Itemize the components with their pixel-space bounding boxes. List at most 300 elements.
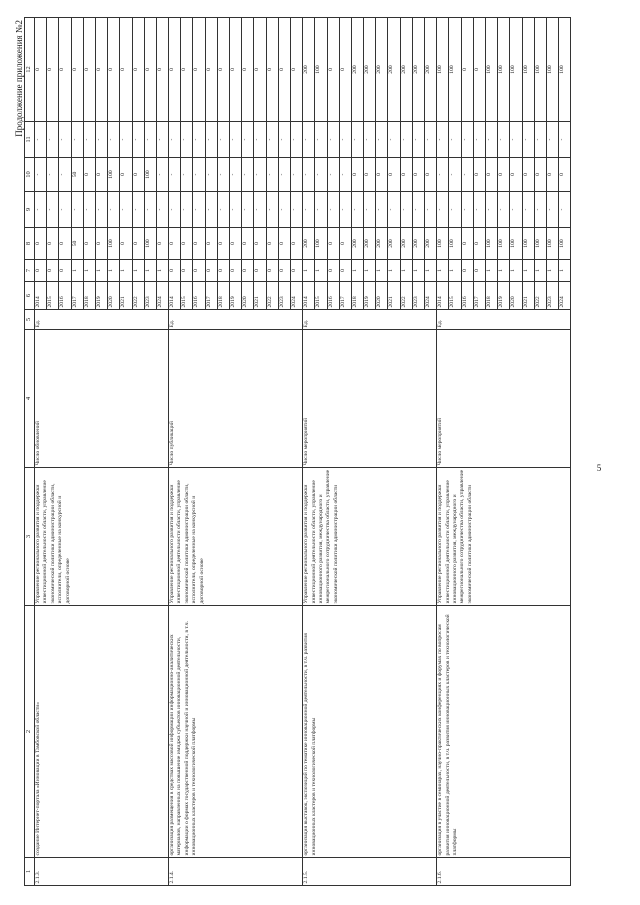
item-unit: Ед.: [35, 310, 169, 330]
col8-cell: 0: [120, 228, 132, 260]
col10-cell: 50: [71, 158, 83, 192]
year-cell: 2022: [266, 282, 278, 310]
col11-cell: -: [266, 122, 278, 158]
col8-cell: 200: [303, 228, 315, 260]
col7-cell: 1: [425, 260, 437, 282]
year-cell: 2017: [473, 282, 485, 310]
col9-cell: -: [205, 192, 217, 228]
year-cell: 2018: [351, 282, 363, 310]
year-cell: 2014: [303, 282, 315, 310]
col12-cell: 0: [144, 18, 156, 122]
col8-cell: 0: [242, 228, 254, 260]
year-cell: 2018: [217, 282, 229, 310]
column-number-9: 9: [25, 192, 35, 228]
col11-cell: -: [559, 122, 571, 158]
item-description: создание Интернет-портала «Инновации в Тамбовской области»: [35, 606, 169, 858]
col7-cell: 0: [339, 260, 351, 282]
col7-cell: 1: [364, 260, 376, 282]
col8-cell: 0: [156, 228, 168, 260]
year-cell: 2016: [327, 282, 339, 310]
year-cell: 2019: [498, 282, 510, 310]
col7-cell: 0: [266, 260, 278, 282]
col7-cell: 0: [473, 260, 485, 282]
col12-cell: 0: [169, 18, 181, 122]
col7-cell: 0: [254, 260, 266, 282]
col12-cell: 0: [83, 18, 95, 122]
column-number-12: 12: [25, 18, 35, 122]
col9-cell: -: [156, 192, 168, 228]
item-description: организация в участие в семинарах, научно-практических конференциях и форумах по вопросам развития инновационной деятельности, в т.ч. развития инновационных кластеров и технологической платформы: [437, 606, 571, 858]
col10-cell: 0: [364, 158, 376, 192]
year-cell: 2016: [461, 282, 473, 310]
item-indicator: Число мероприятий: [437, 330, 571, 468]
item-number: 2.1.3.: [35, 858, 169, 886]
col8-cell: 0: [461, 228, 473, 260]
col7-cell: 0: [278, 260, 290, 282]
column-number-6: 6: [25, 282, 35, 310]
col10-cell: -: [59, 158, 71, 192]
col10-cell: -: [327, 158, 339, 192]
col8-cell: 0: [278, 228, 290, 260]
col12-cell: 100: [498, 18, 510, 122]
col11-cell: -: [485, 122, 497, 158]
col10-cell: -: [303, 158, 315, 192]
col12-cell: 0: [120, 18, 132, 122]
col8-cell: 0: [473, 228, 485, 260]
col11-cell: -: [290, 122, 302, 158]
col11-cell: -: [498, 122, 510, 158]
year-cell: 2020: [242, 282, 254, 310]
col8-cell: 0: [95, 228, 107, 260]
col12-cell: 0: [254, 18, 266, 122]
col7-cell: 0: [230, 260, 242, 282]
col10-cell: -: [193, 158, 205, 192]
col7-cell: 1: [120, 260, 132, 282]
col10-cell: -: [47, 158, 59, 192]
col11-cell: -: [83, 122, 95, 158]
col9-cell: -: [230, 192, 242, 228]
item-indicator: Число публикаций: [169, 330, 303, 468]
col12-cell: 100: [510, 18, 522, 122]
col11-cell: -: [278, 122, 290, 158]
col11-cell: -: [510, 122, 522, 158]
col11-cell: -: [522, 122, 534, 158]
col11-cell: -: [254, 122, 266, 158]
col9-cell: -: [339, 192, 351, 228]
col7-cell: 0: [242, 260, 254, 282]
year-cell: 2018: [485, 282, 497, 310]
col12-cell: 200: [303, 18, 315, 122]
year-cell: 2017: [339, 282, 351, 310]
col10-cell: -: [156, 158, 168, 192]
col12-cell: 0: [35, 18, 47, 122]
col12-cell: 100: [485, 18, 497, 122]
col11-cell: -: [35, 122, 47, 158]
col10-cell: -: [35, 158, 47, 192]
col11-cell: -: [59, 122, 71, 158]
col8-cell: 100: [546, 228, 558, 260]
col10-cell: -: [217, 158, 229, 192]
col11-cell: -: [132, 122, 144, 158]
col9-cell: -: [376, 192, 388, 228]
col8-cell: 50: [71, 228, 83, 260]
item-unit: Ед.: [437, 310, 571, 330]
col10-cell: 0: [522, 158, 534, 192]
col12-cell: 0: [327, 18, 339, 122]
col11-cell: -: [303, 122, 315, 158]
table-row: [169, 18, 181, 886]
col8-cell: 200: [388, 228, 400, 260]
year-cell: 2015: [47, 282, 59, 310]
year-cell: 2021: [120, 282, 132, 310]
col9-cell: -: [473, 192, 485, 228]
col12-cell: 100: [449, 18, 461, 122]
col11-cell: -: [473, 122, 485, 158]
col10-cell: 0: [485, 158, 497, 192]
col12-cell: 0: [47, 18, 59, 122]
col9-cell: -: [169, 192, 181, 228]
col7-cell: 1: [559, 260, 571, 282]
col10-cell: -: [230, 158, 242, 192]
col12-cell: 0: [156, 18, 168, 122]
year-cell: 2014: [169, 282, 181, 310]
column-number-3: 3: [25, 468, 35, 606]
item-number: 2.1.6.: [437, 858, 571, 886]
year-cell: 2019: [364, 282, 376, 310]
col9-cell: -: [522, 192, 534, 228]
col11-cell: -: [546, 122, 558, 158]
col10-cell: -: [205, 158, 217, 192]
col10-cell: 0: [510, 158, 522, 192]
col11-cell: -: [449, 122, 461, 158]
col9-cell: -: [485, 192, 497, 228]
col7-cell: 1: [351, 260, 363, 282]
table-row: [303, 18, 315, 886]
col8-cell: 0: [35, 228, 47, 260]
col9-cell: -: [95, 192, 107, 228]
item-number: 2.1.4.: [169, 858, 303, 886]
col9-cell: -: [400, 192, 412, 228]
col10-cell: -: [254, 158, 266, 192]
col7-cell: 0: [461, 260, 473, 282]
col7-cell: 0: [290, 260, 302, 282]
col9-cell: -: [132, 192, 144, 228]
col10-cell: 0: [95, 158, 107, 192]
col7-cell: 1: [449, 260, 461, 282]
year-cell: 2023: [278, 282, 290, 310]
col10-cell: 0: [132, 158, 144, 192]
col8-cell: 0: [83, 228, 95, 260]
item-executor: Управление регионального развития и поддержки инвестиционной деятельности области, управление экономической политики администрации области, исполнители, определенные на конкурсной и договорной основе: [35, 468, 169, 606]
col10-cell: -: [437, 158, 449, 192]
col12-cell: 200: [400, 18, 412, 122]
year-cell: 2016: [59, 282, 71, 310]
col10-cell: 0: [425, 158, 437, 192]
col7-cell: 0: [59, 260, 71, 282]
col8-cell: 0: [47, 228, 59, 260]
appendix-caption: Продолжение приложения №2: [14, 20, 24, 137]
col11-cell: -: [156, 122, 168, 158]
col7-cell: 1: [388, 260, 400, 282]
col7-cell: 0: [169, 260, 181, 282]
col11-cell: -: [217, 122, 229, 158]
year-cell: 2020: [510, 282, 522, 310]
col11-cell: -: [242, 122, 254, 158]
col7-cell: 1: [437, 260, 449, 282]
col9-cell: -: [217, 192, 229, 228]
year-cell: 2022: [132, 282, 144, 310]
column-number-row: [25, 18, 35, 886]
col7-cell: 0: [181, 260, 193, 282]
item-executor: Управление регионального развития и поддержки инвестиционной деятельности области, управление экономической политики администрации области, исполнители, определенные на конкурсной и договорной основе: [169, 468, 303, 606]
col12-cell: 100: [534, 18, 546, 122]
col9-cell: -: [510, 192, 522, 228]
col8-cell: 100: [315, 228, 327, 260]
year-cell: 2024: [156, 282, 168, 310]
column-number-11: 11: [25, 122, 35, 158]
col11-cell: -: [144, 122, 156, 158]
col12-cell: 100: [315, 18, 327, 122]
col11-cell: -: [376, 122, 388, 158]
col9-cell: -: [47, 192, 59, 228]
year-cell: 2021: [254, 282, 266, 310]
col12-cell: 0: [95, 18, 107, 122]
year-cell: 2014: [35, 282, 47, 310]
item-description: организация выставок, экспозиций по тематике инновационной деятельности, в т.ч. развития инновационных кластеров и технологической платформы: [303, 606, 437, 858]
col12-cell: 0: [132, 18, 144, 122]
col10-cell: -: [266, 158, 278, 192]
col12-cell: 0: [473, 18, 485, 122]
col9-cell: -: [108, 192, 120, 228]
col12-cell: 0: [266, 18, 278, 122]
col10-cell: -: [169, 158, 181, 192]
year-cell: 2015: [181, 282, 193, 310]
col10-cell: -: [242, 158, 254, 192]
col8-cell: 100: [498, 228, 510, 260]
year-cell: 2021: [522, 282, 534, 310]
col10-cell: -: [339, 158, 351, 192]
col11-cell: -: [461, 122, 473, 158]
col11-cell: -: [193, 122, 205, 158]
col9-cell: -: [412, 192, 424, 228]
year-cell: 2023: [144, 282, 156, 310]
col9-cell: -: [351, 192, 363, 228]
col11-cell: -: [327, 122, 339, 158]
col12-cell: 0: [193, 18, 205, 122]
col11-cell: -: [205, 122, 217, 158]
col8-cell: 0: [193, 228, 205, 260]
col10-cell: -: [449, 158, 461, 192]
col9-cell: -: [266, 192, 278, 228]
col11-cell: -: [339, 122, 351, 158]
col9-cell: -: [181, 192, 193, 228]
col7-cell: 1: [400, 260, 412, 282]
col8-cell: 0: [339, 228, 351, 260]
col7-cell: 1: [485, 260, 497, 282]
table-row: [437, 18, 449, 886]
col10-cell: 0: [559, 158, 571, 192]
item-number: 2.1.5.: [303, 858, 437, 886]
col9-cell: -: [315, 192, 327, 228]
col11-cell: -: [120, 122, 132, 158]
col9-cell: -: [498, 192, 510, 228]
col12-cell: 200: [351, 18, 363, 122]
col7-cell: 1: [108, 260, 120, 282]
col9-cell: -: [388, 192, 400, 228]
col11-cell: -: [71, 122, 83, 158]
year-cell: 2021: [388, 282, 400, 310]
year-cell: 2024: [559, 282, 571, 310]
col9-cell: -: [449, 192, 461, 228]
col12-cell: 200: [412, 18, 424, 122]
col8-cell: 0: [266, 228, 278, 260]
col7-cell: 0: [47, 260, 59, 282]
col12-cell: 0: [205, 18, 217, 122]
col9-cell: -: [35, 192, 47, 228]
col9-cell: -: [461, 192, 473, 228]
col10-cell: 0: [351, 158, 363, 192]
col9-cell: -: [242, 192, 254, 228]
col8-cell: 0: [169, 228, 181, 260]
col7-cell: 1: [534, 260, 546, 282]
year-cell: 2022: [400, 282, 412, 310]
col10-cell: -: [461, 158, 473, 192]
col9-cell: -: [303, 192, 315, 228]
col12-cell: 0: [461, 18, 473, 122]
col12-cell: 0: [290, 18, 302, 122]
item-indicator: Число обновлений: [35, 330, 169, 468]
col7-cell: 0: [193, 260, 205, 282]
col7-cell: 1: [303, 260, 315, 282]
col11-cell: -: [169, 122, 181, 158]
col7-cell: 1: [376, 260, 388, 282]
year-cell: 2019: [95, 282, 107, 310]
col11-cell: -: [400, 122, 412, 158]
col7-cell: 1: [71, 260, 83, 282]
year-cell: 2015: [449, 282, 461, 310]
col11-cell: -: [425, 122, 437, 158]
col8-cell: 0: [254, 228, 266, 260]
col8-cell: 0: [59, 228, 71, 260]
col9-cell: -: [193, 192, 205, 228]
col10-cell: 100: [108, 158, 120, 192]
col11-cell: -: [95, 122, 107, 158]
col11-cell: -: [351, 122, 363, 158]
column-number-4: 4: [25, 330, 35, 468]
col12-cell: 0: [59, 18, 71, 122]
col8-cell: 100: [510, 228, 522, 260]
col7-cell: 1: [315, 260, 327, 282]
col10-cell: -: [181, 158, 193, 192]
year-cell: 2022: [534, 282, 546, 310]
col10-cell: 100: [144, 158, 156, 192]
col8-cell: 200: [364, 228, 376, 260]
col8-cell: 200: [412, 228, 424, 260]
program-table: [24, 17, 571, 886]
col8-cell: 0: [290, 228, 302, 260]
year-cell: 2024: [425, 282, 437, 310]
year-cell: 2023: [412, 282, 424, 310]
col12-cell: 100: [437, 18, 449, 122]
col7-cell: 0: [35, 260, 47, 282]
col12-cell: 200: [376, 18, 388, 122]
col10-cell: 0: [412, 158, 424, 192]
col7-cell: 1: [156, 260, 168, 282]
col9-cell: -: [59, 192, 71, 228]
col10-cell: -: [315, 158, 327, 192]
year-cell: 2019: [230, 282, 242, 310]
col10-cell: 0: [400, 158, 412, 192]
col12-cell: 0: [217, 18, 229, 122]
col8-cell: 200: [351, 228, 363, 260]
col8-cell: 100: [449, 228, 461, 260]
col8-cell: 100: [485, 228, 497, 260]
col9-cell: -: [559, 192, 571, 228]
col12-cell: 0: [181, 18, 193, 122]
col8-cell: 0: [217, 228, 229, 260]
item-executor: Управление регионального развития и поддержки инвестиционной деятельности области, управление инновационного развития, международного и межрегионального сотрудничества области, управление экономической политики администрации области: [303, 468, 437, 606]
col7-cell: 1: [95, 260, 107, 282]
col11-cell: -: [388, 122, 400, 158]
year-cell: 2014: [437, 282, 449, 310]
col12-cell: 200: [425, 18, 437, 122]
col7-cell: 1: [498, 260, 510, 282]
col9-cell: -: [425, 192, 437, 228]
col8-cell: 0: [181, 228, 193, 260]
col7-cell: 1: [546, 260, 558, 282]
col8-cell: 200: [400, 228, 412, 260]
col9-cell: -: [71, 192, 83, 228]
column-number-8: 8: [25, 228, 35, 260]
rotated-content: [12, 12, 622, 892]
table-row: [35, 18, 47, 886]
col7-cell: 0: [205, 260, 217, 282]
col8-cell: 200: [425, 228, 437, 260]
col11-cell: -: [437, 122, 449, 158]
col9-cell: -: [437, 192, 449, 228]
column-number-1: 1: [25, 858, 35, 886]
col12-cell: 0: [339, 18, 351, 122]
col7-cell: 1: [510, 260, 522, 282]
col9-cell: -: [546, 192, 558, 228]
col11-cell: -: [534, 122, 546, 158]
col9-cell: -: [534, 192, 546, 228]
col9-cell: -: [327, 192, 339, 228]
col12-cell: 0: [230, 18, 242, 122]
col9-cell: -: [364, 192, 376, 228]
year-cell: 2020: [376, 282, 388, 310]
col10-cell: 0: [498, 158, 510, 192]
col9-cell: -: [120, 192, 132, 228]
col8-cell: 100: [534, 228, 546, 260]
year-cell: 2020: [108, 282, 120, 310]
col9-cell: -: [254, 192, 266, 228]
col7-cell: 1: [83, 260, 95, 282]
year-cell: 2017: [205, 282, 217, 310]
col12-cell: 100: [559, 18, 571, 122]
col8-cell: 0: [327, 228, 339, 260]
col11-cell: -: [412, 122, 424, 158]
column-number-2: 2: [25, 606, 35, 858]
column-number-7: 7: [25, 260, 35, 282]
col8-cell: 100: [144, 228, 156, 260]
col9-cell: -: [278, 192, 290, 228]
page-number: 5: [596, 462, 602, 473]
col12-cell: 200: [388, 18, 400, 122]
col12-cell: 0: [278, 18, 290, 122]
col7-cell: 1: [144, 260, 156, 282]
year-cell: 2016: [193, 282, 205, 310]
